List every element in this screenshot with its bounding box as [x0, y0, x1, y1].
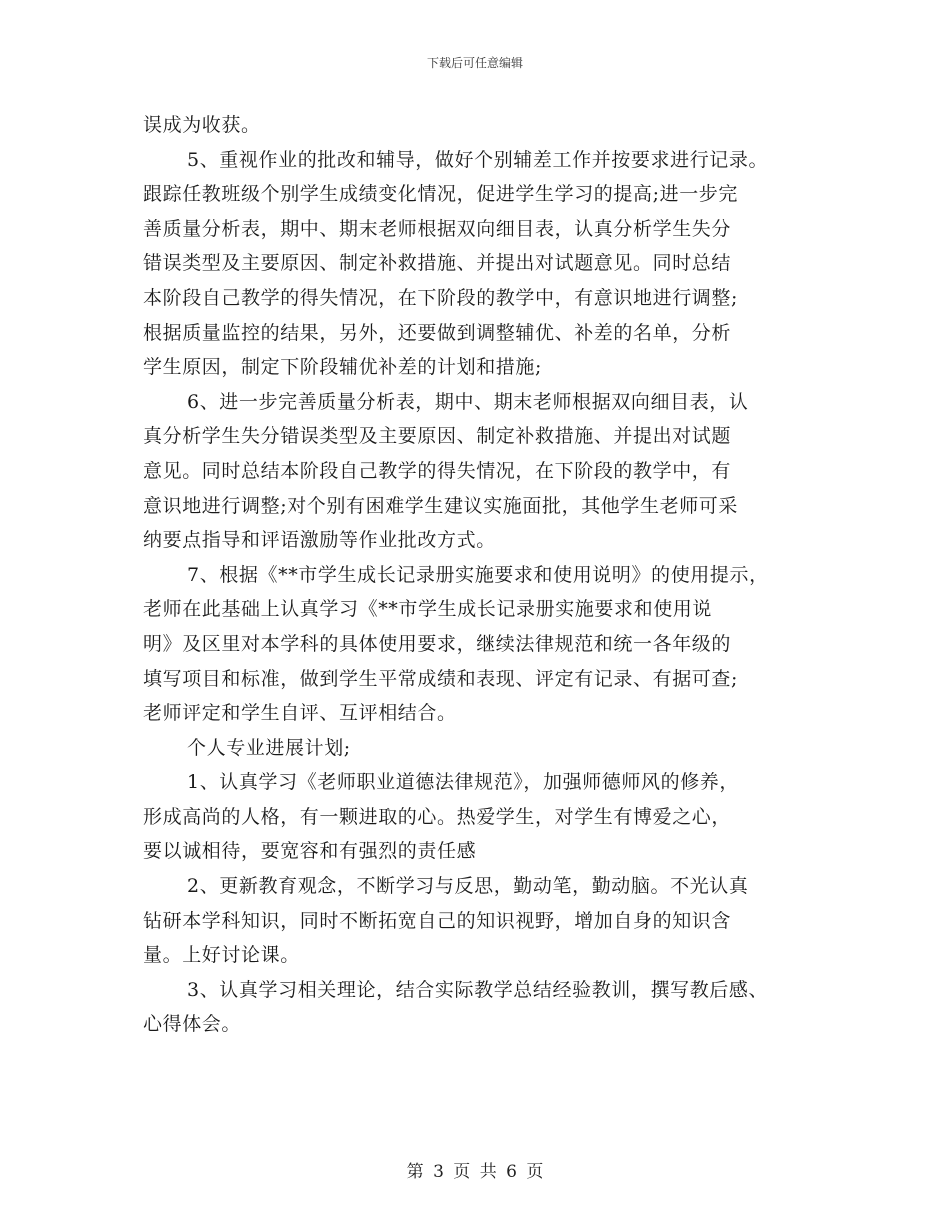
text-line: 明》及区里对本学科的具体使用要求，继续法律规范和统一各年级的	[143, 632, 732, 655]
text-line: 意见。同时总结本阶段自己教学的得失情况，在下阶段的教学中，有	[143, 459, 732, 482]
text-line: 老师评定和学生自评、互评相结合。	[143, 702, 457, 725]
text-line: 5、重视作业的批改和辅导，做好个别辅差工作并按要求进行记录。	[187, 148, 769, 171]
text-line: 跟踪任教班级个别学生成绩变化情况，促进学生学习的提高;进一步完	[143, 183, 739, 206]
text-line: 老师在此基础上认真学习《**市学生成长记录册实施要求和使用说	[143, 598, 713, 621]
text-line: 形成高尚的人格，有一颗进取的心。热爱学生，对学生有博爱之心，	[143, 805, 732, 828]
page-header: 下载后可任意编辑	[426, 56, 523, 70]
text-line: 1、认真学习《老师职业道德法律规范》，加强师德师风的修养，	[187, 771, 739, 794]
text-line: 误成为收获。	[143, 114, 261, 136]
text-line: 善质量分析表，期中、期末老师根据双向细目表，认真分析学生失分	[143, 217, 732, 240]
text-line: 填写项目和标准，做到学生平常成绩和表现、评定有记录、有据可查;	[143, 667, 739, 690]
document-body	[143, 108, 823, 1042]
text-line: 错误类型及主要原因、制定补救措施、并提出对试题意见。同时总结	[143, 252, 732, 275]
text-line: 6、进一步完善质量分析表，期中、期末老师根据双向细目表，认	[187, 390, 749, 413]
text-line: 意识地进行调整;对个别有困难学生建议实施面批，其他学生老师可采	[143, 494, 739, 517]
text-line: 钻研本学科知识，同时不断拓宽自己的知识视野，增加自身的知识含	[143, 909, 732, 932]
text-line: 本阶段自己教学的得失情况，在下阶段的教学中，有意识地进行调整;	[143, 286, 739, 309]
text-line: 量。上好讨论课。	[143, 944, 300, 967]
text-line: 要以诚相待，要宽容和有强烈的责任感	[143, 840, 477, 863]
text-line: 真分析学生失分错误类型及主要原因、制定补救措施、并提出对试题	[143, 425, 732, 448]
text-line: 根据质量监控的结果，另外，还要做到调整辅优、补差的名单，分析	[143, 321, 732, 344]
text-line: 7、根据《**市学生成长记录册实施要求和使用说明》的使用提示，	[187, 563, 769, 586]
text-line: 2、更新教育观念，不断学习与反思，勤动笔，勤动脑。不光认真	[187, 875, 749, 898]
text-line: 纳要点指导和评语激励等作业批改方式。	[143, 529, 496, 552]
text-line: 学生原因，制定下阶段辅优补差的计划和措施;	[143, 356, 543, 379]
text-line: 3、认真学习相关理论，结合实际教学总结经验教训，撰写教后感、	[187, 978, 769, 1001]
section-heading: 个人专业进展计划;	[187, 736, 351, 759]
page-footer: 第 3 页 共 6 页	[406, 1162, 544, 1182]
text-line: 心得体会。	[143, 1013, 242, 1036]
